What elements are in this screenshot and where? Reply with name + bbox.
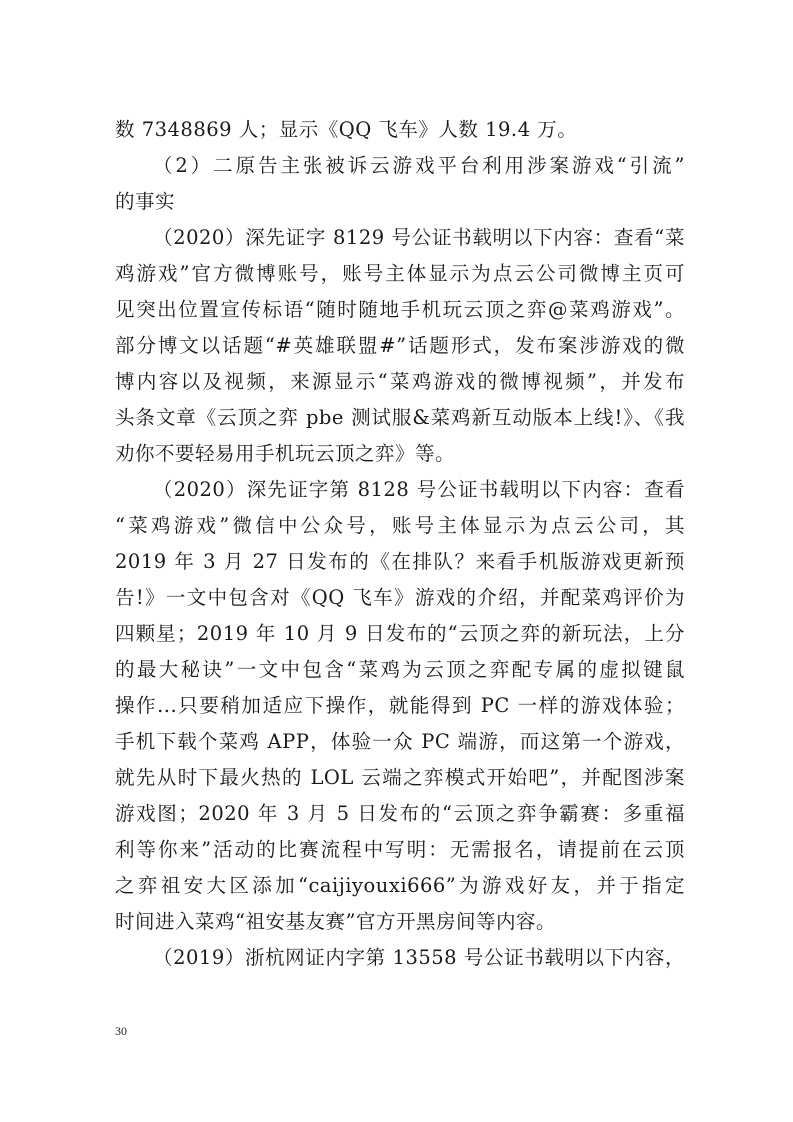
text-line: 手机下载个菜鸡 APP，体验一众 PC 端游，而这第一个游戏， xyxy=(115,730,685,753)
text-line: 游戏图；2020 年 3 月 5 日发布的“云顶之弈争霸赛：多重福 xyxy=(115,802,685,825)
text-line: 就先从时下最火热的 LOL 云端之弈模式开始吧”，并配图涉案 xyxy=(115,766,685,789)
text-line: 2019 年 3 月 27 日发布的《在排队？来看手机版游戏更新预 xyxy=(115,550,685,573)
text-line: 见突出位置宣传标语“随时随地手机玩云顶之弈@菜鸡游戏”。 xyxy=(115,298,685,321)
text-line: 告!》一文中包含对《QQ 飞车》游戏的介绍，并配菜鸡评价为 xyxy=(115,586,685,609)
text-line: 四颗星；2019 年 10 月 9 日发布的“云顶之弈的新玩法，上分 xyxy=(115,622,685,645)
text-line: （2020）深先证字第 8128 号公证书载明以下内容：查看 xyxy=(153,478,685,501)
text-line: 鸡游戏”官方微博账号，账号主体显示为点云公司微博主页可 xyxy=(115,262,685,285)
text-line: 头条文章《云顶之弈 pbe 测试服&菜鸡新互动版本上线!》、《我 xyxy=(115,406,685,429)
text-line: 的最大秘诀”一文中包含“菜鸡为云顶之弈配专属的虚拟键鼠 xyxy=(115,658,685,681)
text-line: 的事实 xyxy=(115,190,176,213)
text-line: （2020）深先证字 8129 号公证书载明以下内容：查看“菜 xyxy=(153,226,685,249)
text-line: 数 7348869 人；显示《QQ 飞车》人数 19.4 万。 xyxy=(115,118,578,141)
text-line: （2）二原告主张被诉云游戏平台利用涉案游戏“引流” xyxy=(153,154,685,177)
text-line: “菜鸡游戏”微信中公众号，账号主体显示为点云公司，其 xyxy=(115,514,685,537)
text-line: 利等你来”活动的比赛流程中写明：无需报名，请提前在云顶 xyxy=(115,838,685,861)
text-line: 劝你不要轻易用手机玩云顶之弈》等。 xyxy=(115,442,456,465)
text-line: （2019）浙杭网证内字第 13558 号公证书载明以下内容， xyxy=(153,946,685,969)
text-line: 操作...只要稍加适应下操作，就能得到 PC 一样的游戏体验； xyxy=(115,694,685,717)
text-line: 之弈祖安大区添加“caijiyouxi666”为游戏好友，并于指定 xyxy=(115,874,685,897)
page-number: 30 xyxy=(115,1024,127,1038)
text-line: 博内容以及视频，来源显示“菜鸡游戏的微博视频”，并发布 xyxy=(115,370,685,393)
text-line: 时间进入菜鸡“祖安基友赛”官方开黑房间等内容。 xyxy=(115,910,556,933)
text-line: 部分博文以话题“#英雄联盟#”话题形式，发布案涉游戏的微 xyxy=(115,334,685,357)
